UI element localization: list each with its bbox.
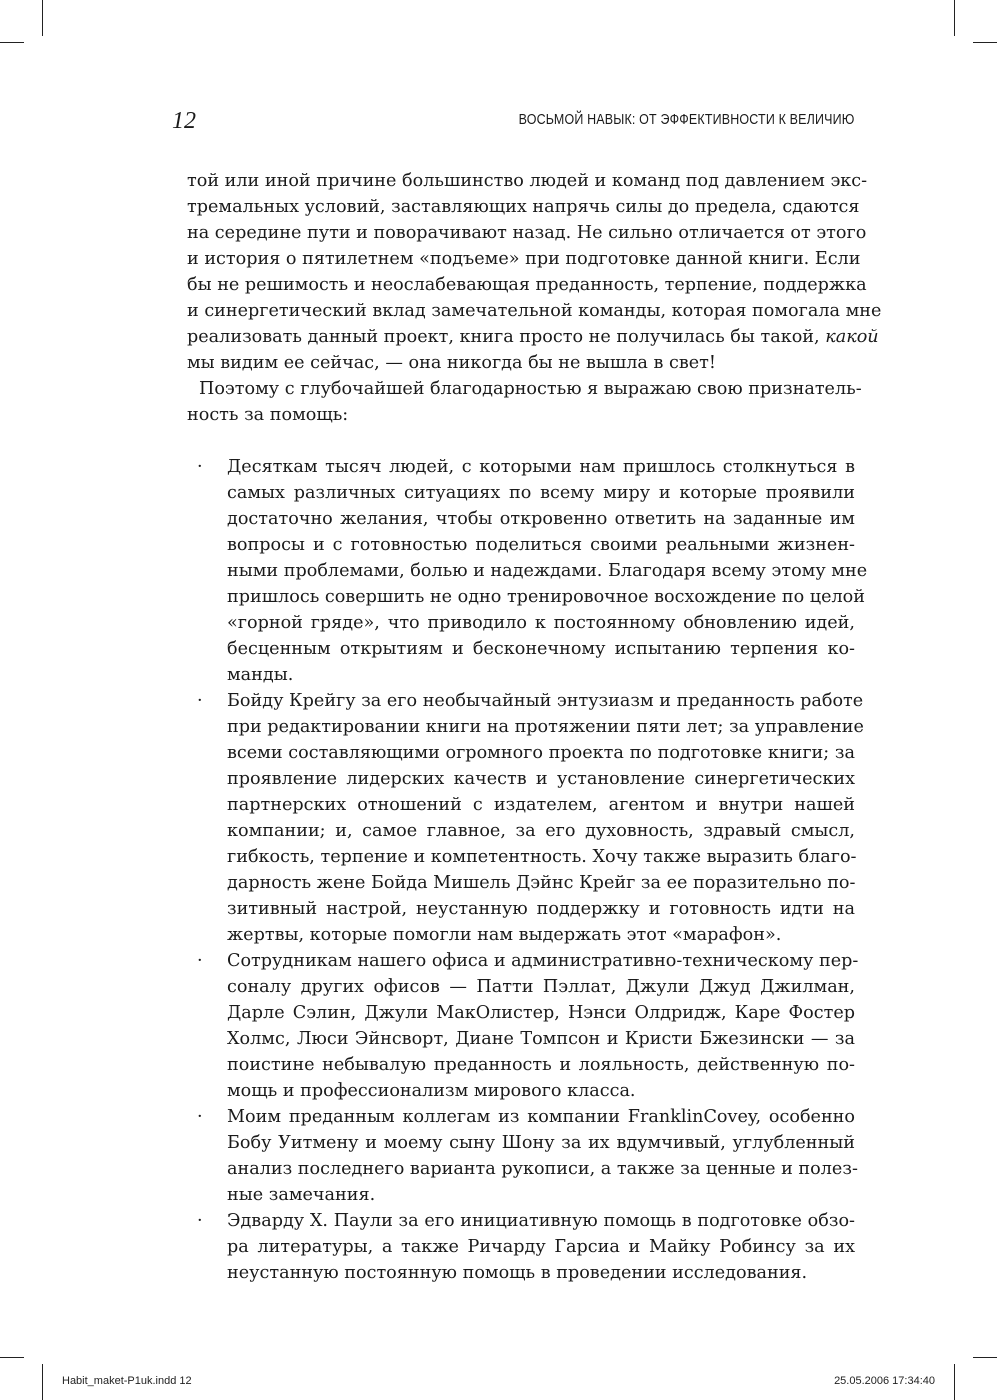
text-line: достаточно желания, чтобы откровенно ответить на заданные им — [227, 509, 855, 529]
text-line: на середине пути и поворачивают назад. Не сильно отличается от этого — [187, 223, 867, 243]
crop-mark — [42, 1364, 43, 1400]
crop-mark — [42, 0, 43, 36]
text-line: и история о пятилетнем «подъеме» при подготовке данной книги. Если — [187, 249, 861, 269]
crop-mark — [973, 1357, 997, 1358]
text-line: ра литературы, а также Ричарду Гарсиа и Майку Робинсу за их — [227, 1237, 855, 1257]
text-line: мы видим ее сейчас, — она никогда бы не вышла в свет! — [187, 353, 716, 373]
text-line: мощь и профессионализм мирового класса. — [227, 1081, 636, 1101]
text-line: неустанную постоянную помощь в проведении исследования. — [227, 1263, 808, 1283]
text-line: гибкость, терпение и компетентность. Хочу также выразить благо- — [227, 847, 857, 867]
text-line: соналу других офисов — Патти Пэллат, Джули Джуд Джилман, — [227, 977, 855, 997]
text-line: Бойду Крейгу за его необычайный энтузиазм и преданность работе — [227, 691, 864, 711]
text-line: поистине небывалую преданность и лояльность, действенную по- — [227, 1055, 855, 1075]
text-line: жертвы, которые помогли нам выдержать этот «марафон». — [227, 925, 782, 945]
text-line: бесценным открытиям и бесконечному испытанию терпения ко- — [227, 639, 855, 659]
text-line: при редактировании книги на протяжении пяти лет; за управление — [227, 717, 864, 737]
crop-mark — [0, 42, 24, 43]
text-line: проявление лидерских качеств и установление синергетических — [227, 769, 855, 789]
text-line: компании; и, самое главное, за его духовность, здравый смысл, — [227, 821, 855, 841]
text-line: анализ последнего варианта рукописи, а также за ценные и полез- — [227, 1159, 858, 1179]
list-item — [187, 454, 868, 688]
text-line: зитивный настрой, неустанную поддержку и готовность идти на — [227, 899, 855, 919]
text-line: ными проблемами, болью и надеждами. Благодаря всему этому мне — [227, 561, 868, 581]
list-item — [187, 1208, 855, 1286]
text-line: Десяткам тысяч людей, с которыми нам пришлось столкнуться в — [227, 457, 855, 477]
italic-text: какой — [825, 327, 879, 347]
text-line: Поэтому с глубочайшей благодарностью я выражаю свою признатель- — [199, 379, 862, 399]
text-line: ность за помощь: — [187, 405, 349, 425]
footer-timestamp: 25.05.2006 17:34:40 — [834, 1375, 935, 1387]
paragraph — [187, 168, 882, 376]
text-line: «горной гряде», что приводило к постоянному обновлению идей, — [227, 613, 855, 633]
list-item — [187, 688, 864, 948]
bullet-icon: · — [197, 1107, 203, 1127]
text-line: Эдварду Х. Паули за его инициативную помощь в подготовке обзо- — [227, 1211, 855, 1231]
crop-mark — [954, 0, 955, 36]
crop-mark — [0, 1357, 24, 1358]
text-line: самых различных ситуациях по всему миру и которые проявили — [227, 483, 855, 503]
bullet-icon: · — [197, 691, 203, 711]
text-line: тремальных условий, заставляющих напрячь силы до предела, сдаются — [187, 197, 860, 217]
list-item — [187, 948, 859, 1104]
text-line: Сотрудникам нашего офиса и административно-техническому пер- — [227, 951, 859, 971]
text-line: Моим преданным коллегам из компании FranklinCovey, особенно — [227, 1107, 855, 1127]
text-line: и синергетический вклад замечательной команды, которая помогала мне — [187, 301, 882, 321]
crop-mark — [954, 1364, 955, 1400]
list-item — [187, 1104, 858, 1208]
crop-mark — [973, 42, 997, 43]
text-line: вопросы и с готовностью поделиться своими реальными жизнен- — [227, 535, 855, 555]
body-text — [187, 168, 882, 1286]
page-number: 12 — [172, 108, 196, 134]
text-line: манды. — [227, 665, 294, 685]
text-segment: реализовать данный проект, книга просто не получилась бы такой, — [187, 327, 826, 347]
text-line: бы не решимость и неослабевающая преданность, терпение, поддержка — [187, 275, 867, 295]
text-line: пришлось совершить не одно тренировочное восхождение по целой — [227, 587, 865, 607]
bullet-icon: · — [197, 1211, 203, 1231]
text-line: всеми составляющими огромного проекта по подготовке книги; за — [227, 743, 855, 763]
text-line: дарность жене Бойда Мишель Дэйнс Крейг за ее поразительно по- — [227, 873, 856, 893]
text-line: Дарле Сэлин, Джули МакОлистер, Нэнси Олдридж, Каре Фостер — [227, 1003, 855, 1023]
text-line: ные замечания. — [227, 1185, 376, 1205]
paragraph — [187, 376, 862, 428]
text-line: партнерских отношений с издателем, агентом и внутри нашей — [227, 795, 855, 815]
text-line: той или иной причине большинство людей и команд под давлением экс- — [187, 171, 868, 191]
text-line: Бобу Уитмену и моему сыну Шону за их вдумчивый, углубленный — [227, 1133, 855, 1153]
bullet-icon: · — [197, 457, 203, 477]
running-title: ВОСЬМОЙ НАВЫК: ОТ ЭФФЕКТИВНОСТИ К ВЕЛИЧИЮ — [519, 112, 855, 128]
text-line: Холмс, Люси Эйнсворт, Диане Томпсон и Кристи Бжезински — за — [227, 1029, 855, 1049]
footer-file: Habit_maket-P1uk.indd 12 — [62, 1375, 192, 1387]
bullet-icon: · — [197, 951, 203, 971]
text-line — [187, 324, 879, 350]
acknowledgement-list — [187, 454, 868, 1286]
